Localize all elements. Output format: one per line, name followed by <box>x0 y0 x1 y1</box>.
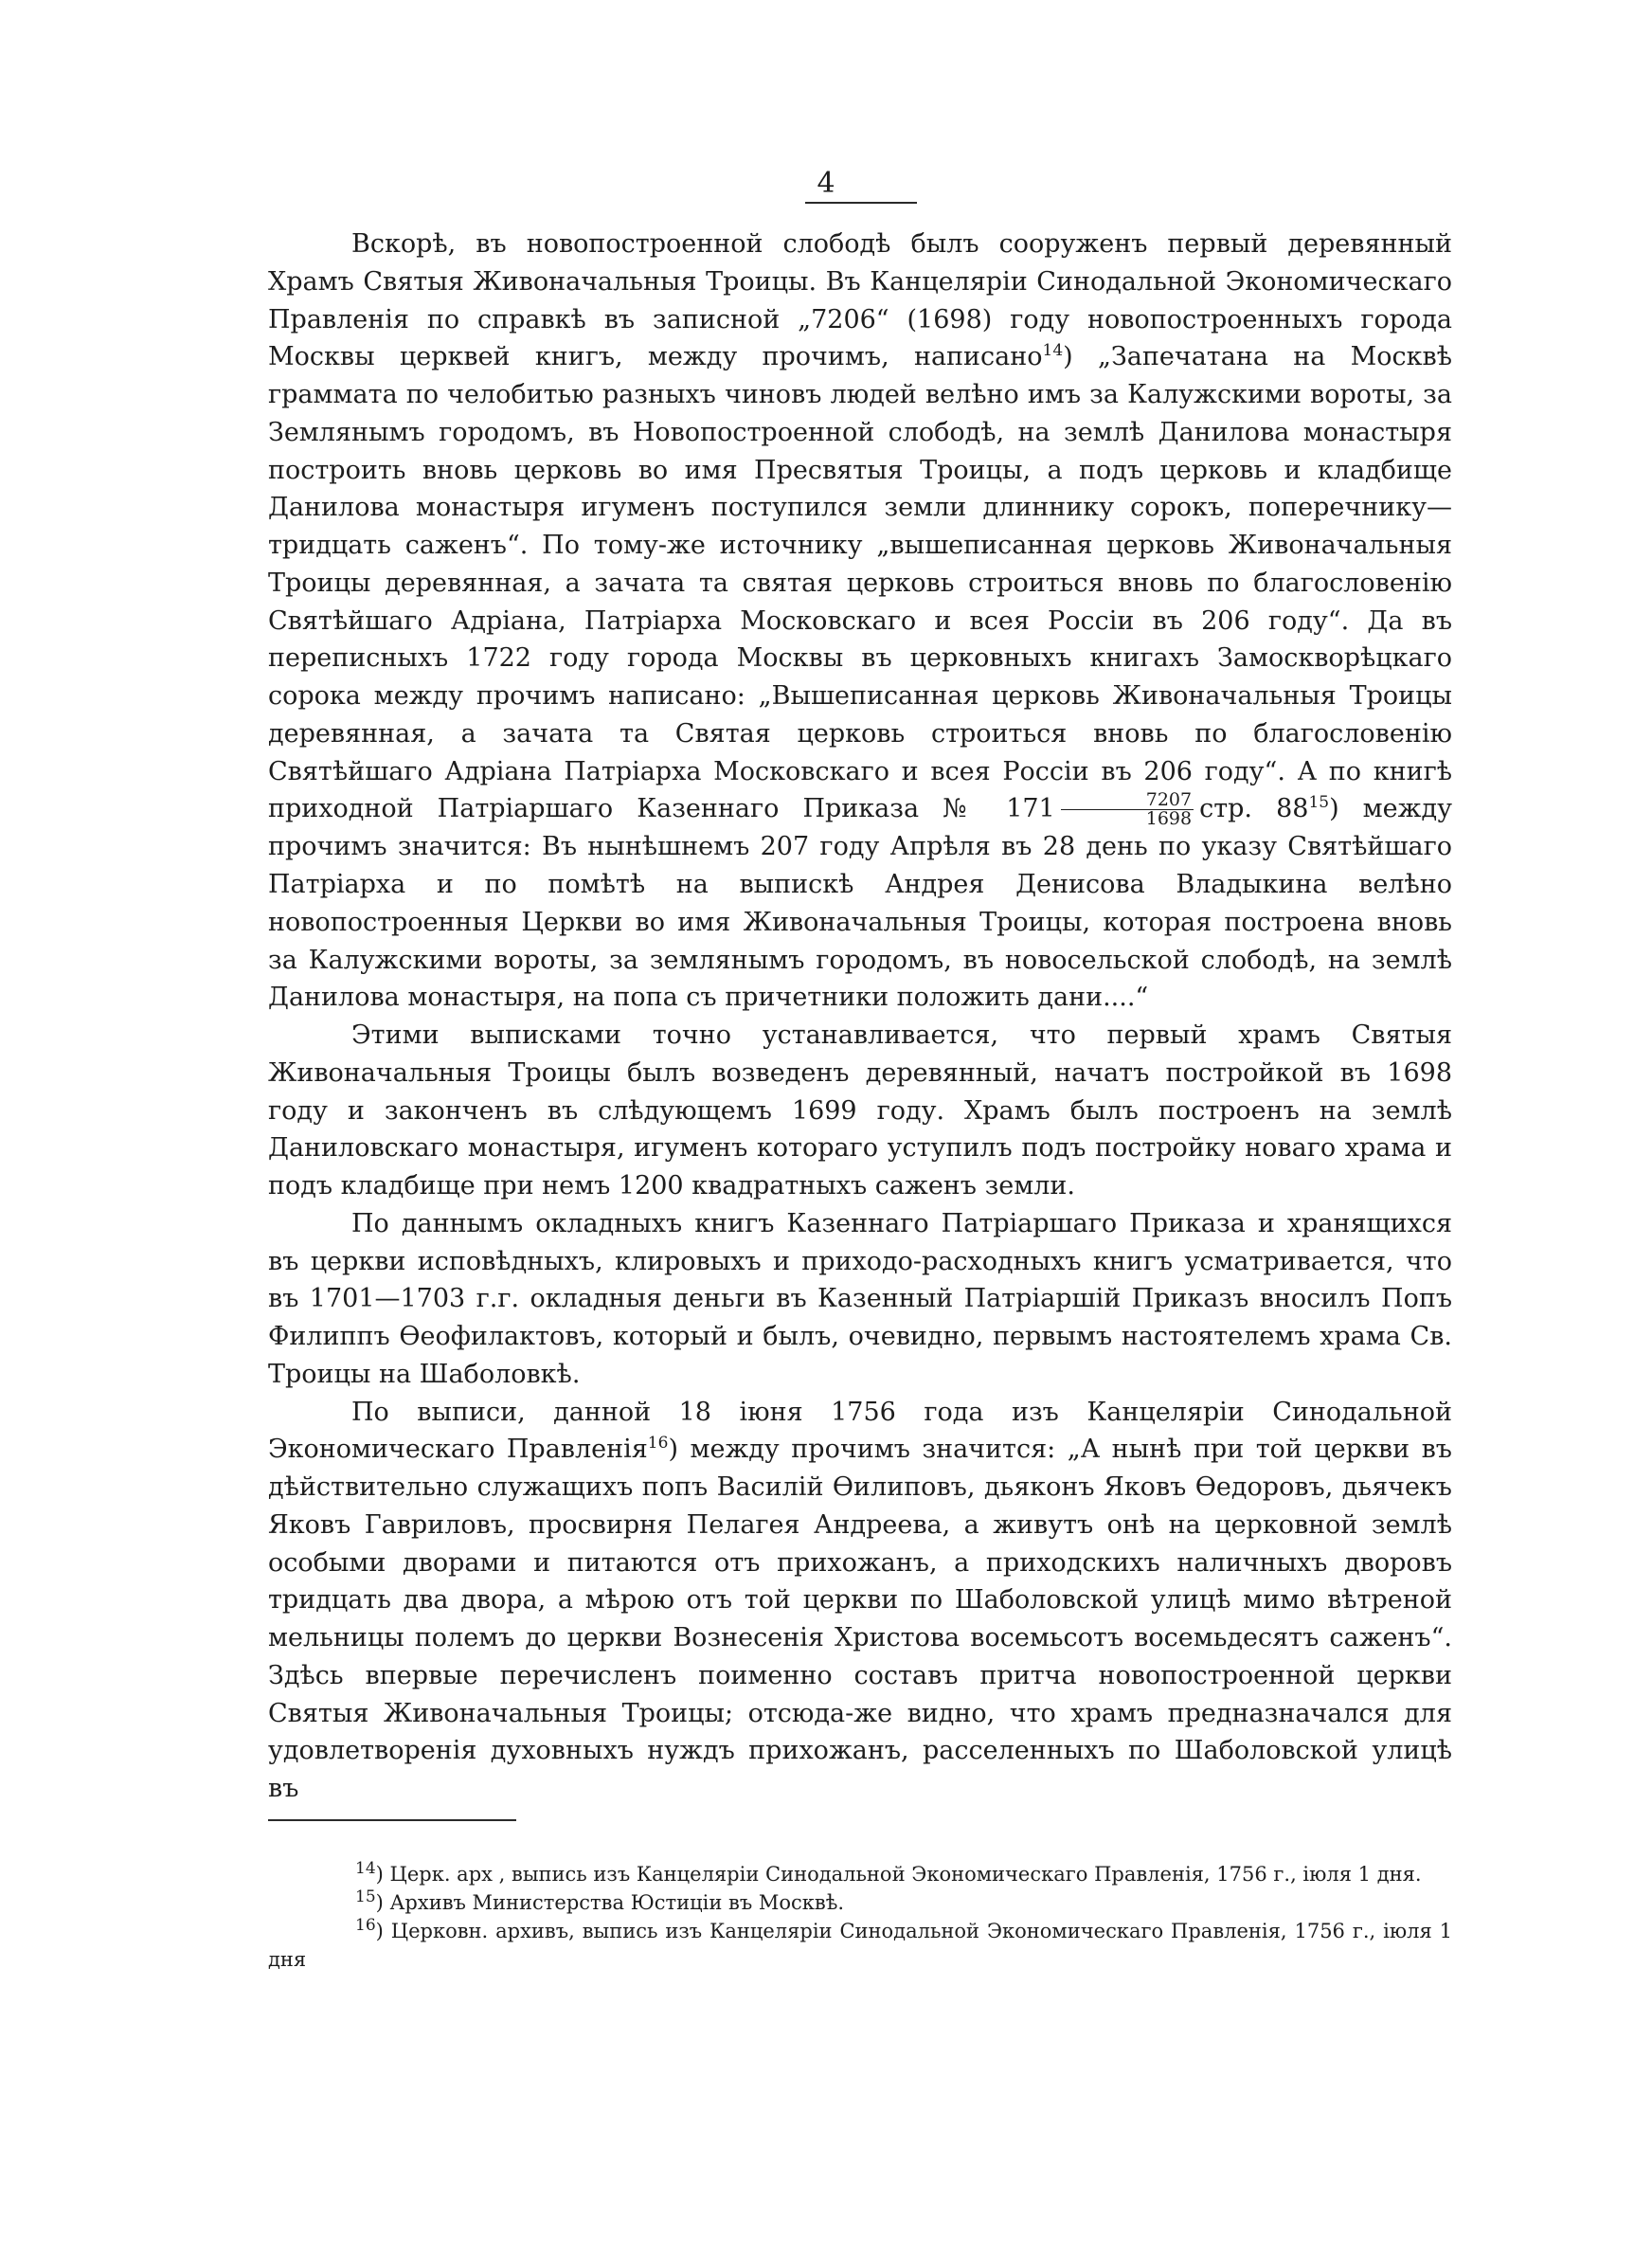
paragraph-2: Этими выписками точно устанавливается, что первый храмъ Святыя Живоначальныя Троицы былъ возведенъ деревянный, начатъ постройкой въ 1698 году и законченъ въ слѣдующемъ 1699 году. Храмъ былъ построенъ на землѣ Даниловскаго монастыря, игуменъ котораго уступилъ подъ постройку новаго храма и подъ кладбище при немъ 1200 квадратныхъ саженъ земли. <box>268 1020 1452 1201</box>
paragraph-1-text-b: ) „Запечатана на Москвѣ граммата по челобитью разныхъ чиновъ людей велѣно имъ за Калужскими вороты, за Землянымъ городомъ, въ Новопостроенной слободѣ, на землѣ Данилова монастыря построить вновь церковь во имя Пресвятыя Троицы, а подъ церковь и кладбище Данилова монастыря игуменъ поступился земли длиннику сорокъ, поперечнику—тридцать саженъ“. По тому-же источнику „вышеписанная церковь Живоначальныя Троицы деревянная, а зачата та святая церковь строиться вновь по благословенію Святѣйшаго Адріана, Патріарха Московскаго и всея Россіи въ 206 году“. Да въ переписныхъ 1722 году города Москвы въ церковныхъ книгахъ Замоскворѣцкаго сорока между прочимъ написано: „Вышеписанная церковь Живоначальныя Троицы деревянная, а зачата та Святая церковь строиться вновь по благословенію Святѣйшаго Адріана Патріарха Московскаго и всея Россіи въ 206 году“. А по книгѣ приходной Патріаршаго Казеннаго Приказа № 171 <box>268 342 1452 824</box>
footnote-16 <box>268 1917 1452 1974</box>
paragraph-1-text-d: ) между прочимъ значится: Въ нынѣшнемъ 207 году Апрѣля въ 28 день по указу Святѣйшаго Патріарха и по помѣтѣ на выпискѣ Андрея Денисова Владыкина велѣно новопостроенныя Церкви во имя Живоначальныя Троицы, которая построена вновь за Калужскими вороты, за землянымъ городомъ, въ новосельской слободѣ, на землѣ Данилова монастыря, на попа съ причетники положить дани....“ <box>268 794 1452 1013</box>
fraction-7207-1698 <box>1061 791 1194 828</box>
fraction-denominator: 1698 <box>1145 808 1193 830</box>
footnote-ref-16[interactable]: 16 <box>647 1434 669 1454</box>
footnote-ref-14[interactable]: 14 <box>1042 341 1064 361</box>
paragraph-3: По даннымъ окладныхъ книгъ Казеннаго Патріаршаго Приказа и хранящихся въ церкви исповѣдныхъ, клировыхъ и приходо-расходныхъ книгъ усматривается, что въ 1701—1703 г.г. окладныя деньги въ Казенный Патріаршій Приказъ вносилъ Попъ Филиппъ Ѳеофилактовъ, который и былъ, очевидно, первымъ настоятелемъ храма Св. Троицы на Шаболовкѣ. <box>268 1208 1452 1389</box>
fraction-numerator: 7207 <box>1061 791 1194 810</box>
paragraph-1-text-a: Вскорѣ, въ новопостроенной слободѣ былъ сооруженъ первый деревянный Храмъ Святыя Живоначальныя Троицы. Въ Канцеляріи Синодальной Экономическаго Правленія по справкѣ въ записной „7206“ (1698) году новопостроенныхъ города Москвы церквей книгъ, между прочимъ, написано <box>268 229 1452 372</box>
footnote-mark-15: 15 <box>355 1887 376 1906</box>
footnote-rule <box>268 1819 516 1821</box>
footnote-15 <box>268 1888 1452 1917</box>
footnote-mark-14: 14 <box>355 1859 376 1878</box>
footnote-15-text: ) Архивъ Министерства Юстиціи въ Москвѣ. <box>375 1891 845 1914</box>
body-text <box>268 226 1452 1808</box>
page-number-rule <box>805 202 917 204</box>
footnote-16-text: ) Церковн. архивъ, выпись изъ Канцеляріи Синодальной Экономическаго Правленія, 1756 г., іюля 1 дня <box>268 1920 1452 1971</box>
paragraph-4-text-b: ) между прочимъ значится: „А нынѣ при той церкви въ дѣйствительно служащихъ попъ Василій Ѳилиповъ, дьяконъ Яковъ Ѳедоровъ, дьячекъ Яковъ Гавриловъ, просвирня Пелагея Андреева, а живутъ онѣ на церковной землѣ особыми дворами и питаются отъ прихожанъ, а приходскихъ наличныхъ дворовъ тридцать два двора, а мѣрою отъ той церкви по Шаболовской улицѣ мимо вѣтреной мельницы полемъ до церкви Вознесенія Христова восемьсотъ восемьдесятъ саженъ“. Здѣсь впервые перечисленъ поименно составъ притча новопостроенной церкви Святыя Живоначальныя Троицы; отсюда-же видно, что храмъ предназначался для удовлетворенія духовныхъ нуждъ прихожанъ, расселенныхъ по Шаболовской улицѣ въ <box>268 1435 1452 1803</box>
footnotes <box>268 1860 1452 1974</box>
page-number: 4 <box>817 167 835 200</box>
footnote-14 <box>268 1860 1452 1888</box>
paragraph-4 <box>268 1394 1452 1808</box>
footnote-mark-16: 16 <box>355 1916 376 1935</box>
paragraph-1 <box>268 226 1452 1017</box>
paragraph-1-text-c: стр. 88 <box>1199 794 1309 824</box>
footnote-14-text: ) Церк. арх , выпись изъ Канцеляріи Синодальной Экономическаго Правленія, 1756 г., іюля 1 дня. <box>375 1863 1422 1886</box>
paragraph-4-text-a: По выписи, данной 18 іюня 1756 года изъ Канцеляріи Синодальной Экономическаго Правленія <box>268 1397 1452 1465</box>
footnote-ref-15[interactable]: 15 <box>1308 793 1330 813</box>
